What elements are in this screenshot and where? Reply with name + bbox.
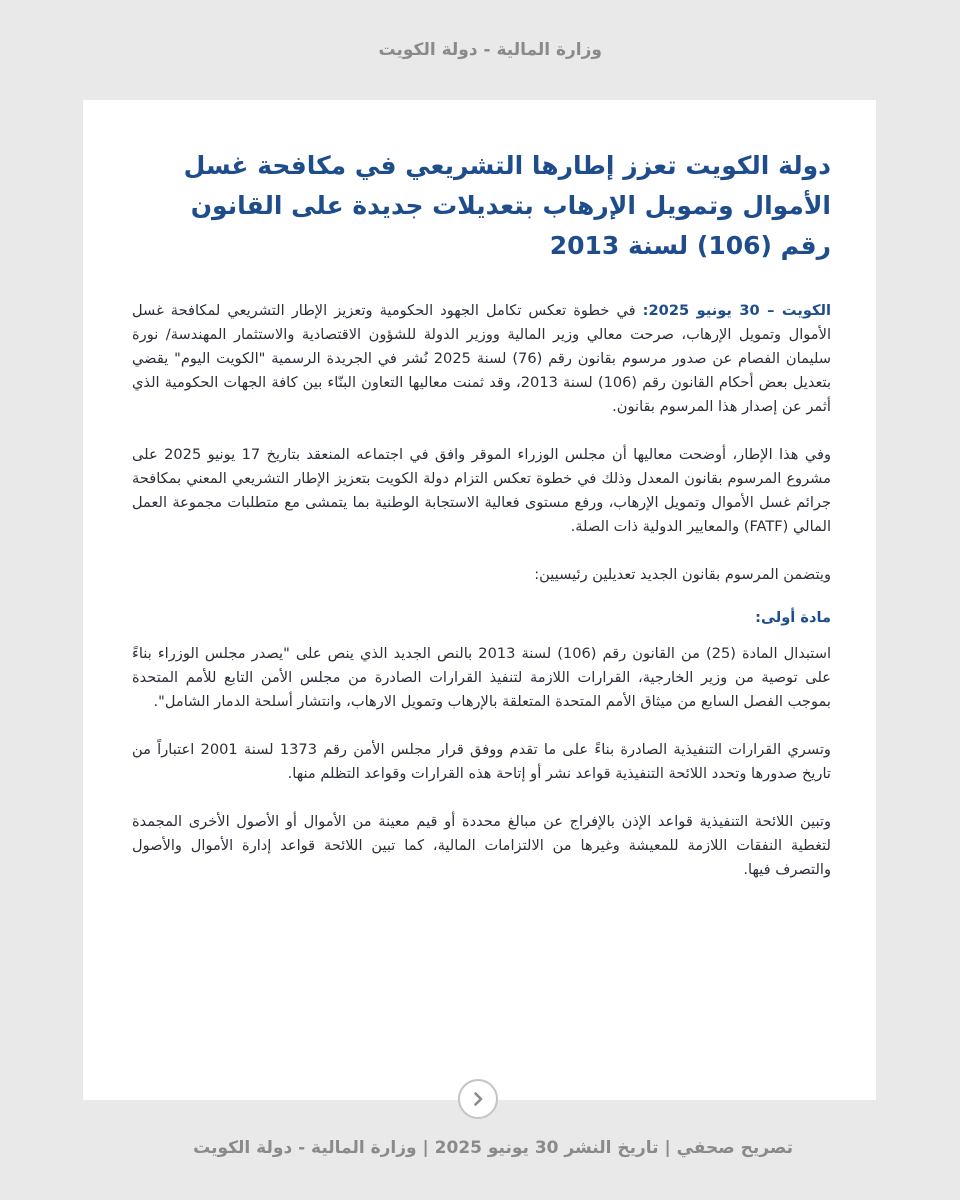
article-title: دولة الكويت تعزز إطارها التشريعي في مكافحة غسل الأموال وتمويل الإرهاب بتعديلات جديدة على القانون رقم (106) لسنة 2013: [183, 151, 831, 260]
paragraph-1-text: في خطوة تعكس تكامل الجهود الحكومية وتعزيز الإطار التشريعي لمكافحة غسل الأموال وتمويل الإرهاب، صرحت معالي وزير المالية ووزير الدولة للشؤون الاقتصادية والاستثمار المهندسة/ نورة سليمان الفصام عن صدور مرسوم بقانون رقم (76) لسنة 2025 نُشر في الجريدة الرسمية "الكويت اليوم" يقضي بتعديل بعض أحكام القانون رقم (106) لسنة 2013، وقد ثمنت معاليها التعاون البنّاء بين كافة الجهات الحكومية الذي أثمر عن إصدار هذا المرسوم بقانون.: [132, 302, 832, 415]
paragraph-article-25: استبدال المادة (25) من القانون رقم (106) لسنة 2013 بالنص الجديد الذي ينص على "يصدر مجلس الوزراء بناءً على توصية من وزير الخارجية، القرارات اللازمة لتنفيذ القرارات الصادرة من مجلس الأمن التابع للأمم المتحدة بموجب الفصل السابع من ميثاق الأمم المتحدة المتعلقة بالإرهاب وتمويل الارهاب، وانتشار أسلحة الدمار الشامل".: [132, 645, 831, 710]
source-header: وزارة المالية - دولة الكويت: [378, 40, 602, 60]
footer-caption: تصريح صحفي | تاريخ النشر 30 يونيو 2025 | وزارة المالية - دولة الكويت: [193, 1138, 793, 1158]
paragraph-context: وفي هذا الإطار، أوضحت معاليها أن مجلس الوزراء الموقر وافق في اجتماعه المنعقد بتاريخ 17 يونيو 2025 على مشروع المرسوم بقانون المعدل وذلك في خطوة تعكس التزام دولة الكويت بتعزيز الإطار التشريعي المعني بمكافحة جرائم غسل الأموال وتمويل الإرهاب، ورفع مستوى فعالية الاستجابة الوطنية بما يتمشى مع متطلبات مجموعة العمل المالي (FATF) والمعايير الدولية ذات الصلة.: [132, 446, 832, 535]
paragraph-executive-decisions: وتسري القرارات التنفيذية الصادرة بناءً على ما تقدم ووفق قرار مجلس الأمن رقم 1373 لسنة 2001 اعتباراً من تاريخ صدورها وتحدد اللائحة التنفيذية قواعد نشر أو إتاحة هذه القرارات وقواعد التظلم منها.: [132, 741, 831, 782]
article-one-heading: مادة أولى:: [755, 609, 831, 626]
paragraph-intro: [132, 299, 831, 419]
article-body: [132, 299, 831, 882]
dateline: الكويت – 30 يونيو 2025:: [642, 302, 831, 319]
press-release-card: [83, 100, 876, 1100]
paragraph-amendments-intro: ويتضمن المرسوم بقانون الجديد تعديلين رئيسيين:: [534, 566, 831, 583]
chevron-right-icon: [469, 1090, 487, 1108]
paragraph-regulations: وتبين اللائحة التنفيذية قواعد الإذن بالإفراج عن مبالغ محددة أو قيم معينة من الأموال أو الأصول الأخرى المجمدة لتغطية النفقات اللازمة للمعيشة وغيرها من الالتزامات المالية، كما تبين اللائحة قواعد إدارة الأموال والأصول والتصرف فيها.: [132, 813, 831, 878]
next-page-button[interactable]: [458, 1079, 498, 1119]
